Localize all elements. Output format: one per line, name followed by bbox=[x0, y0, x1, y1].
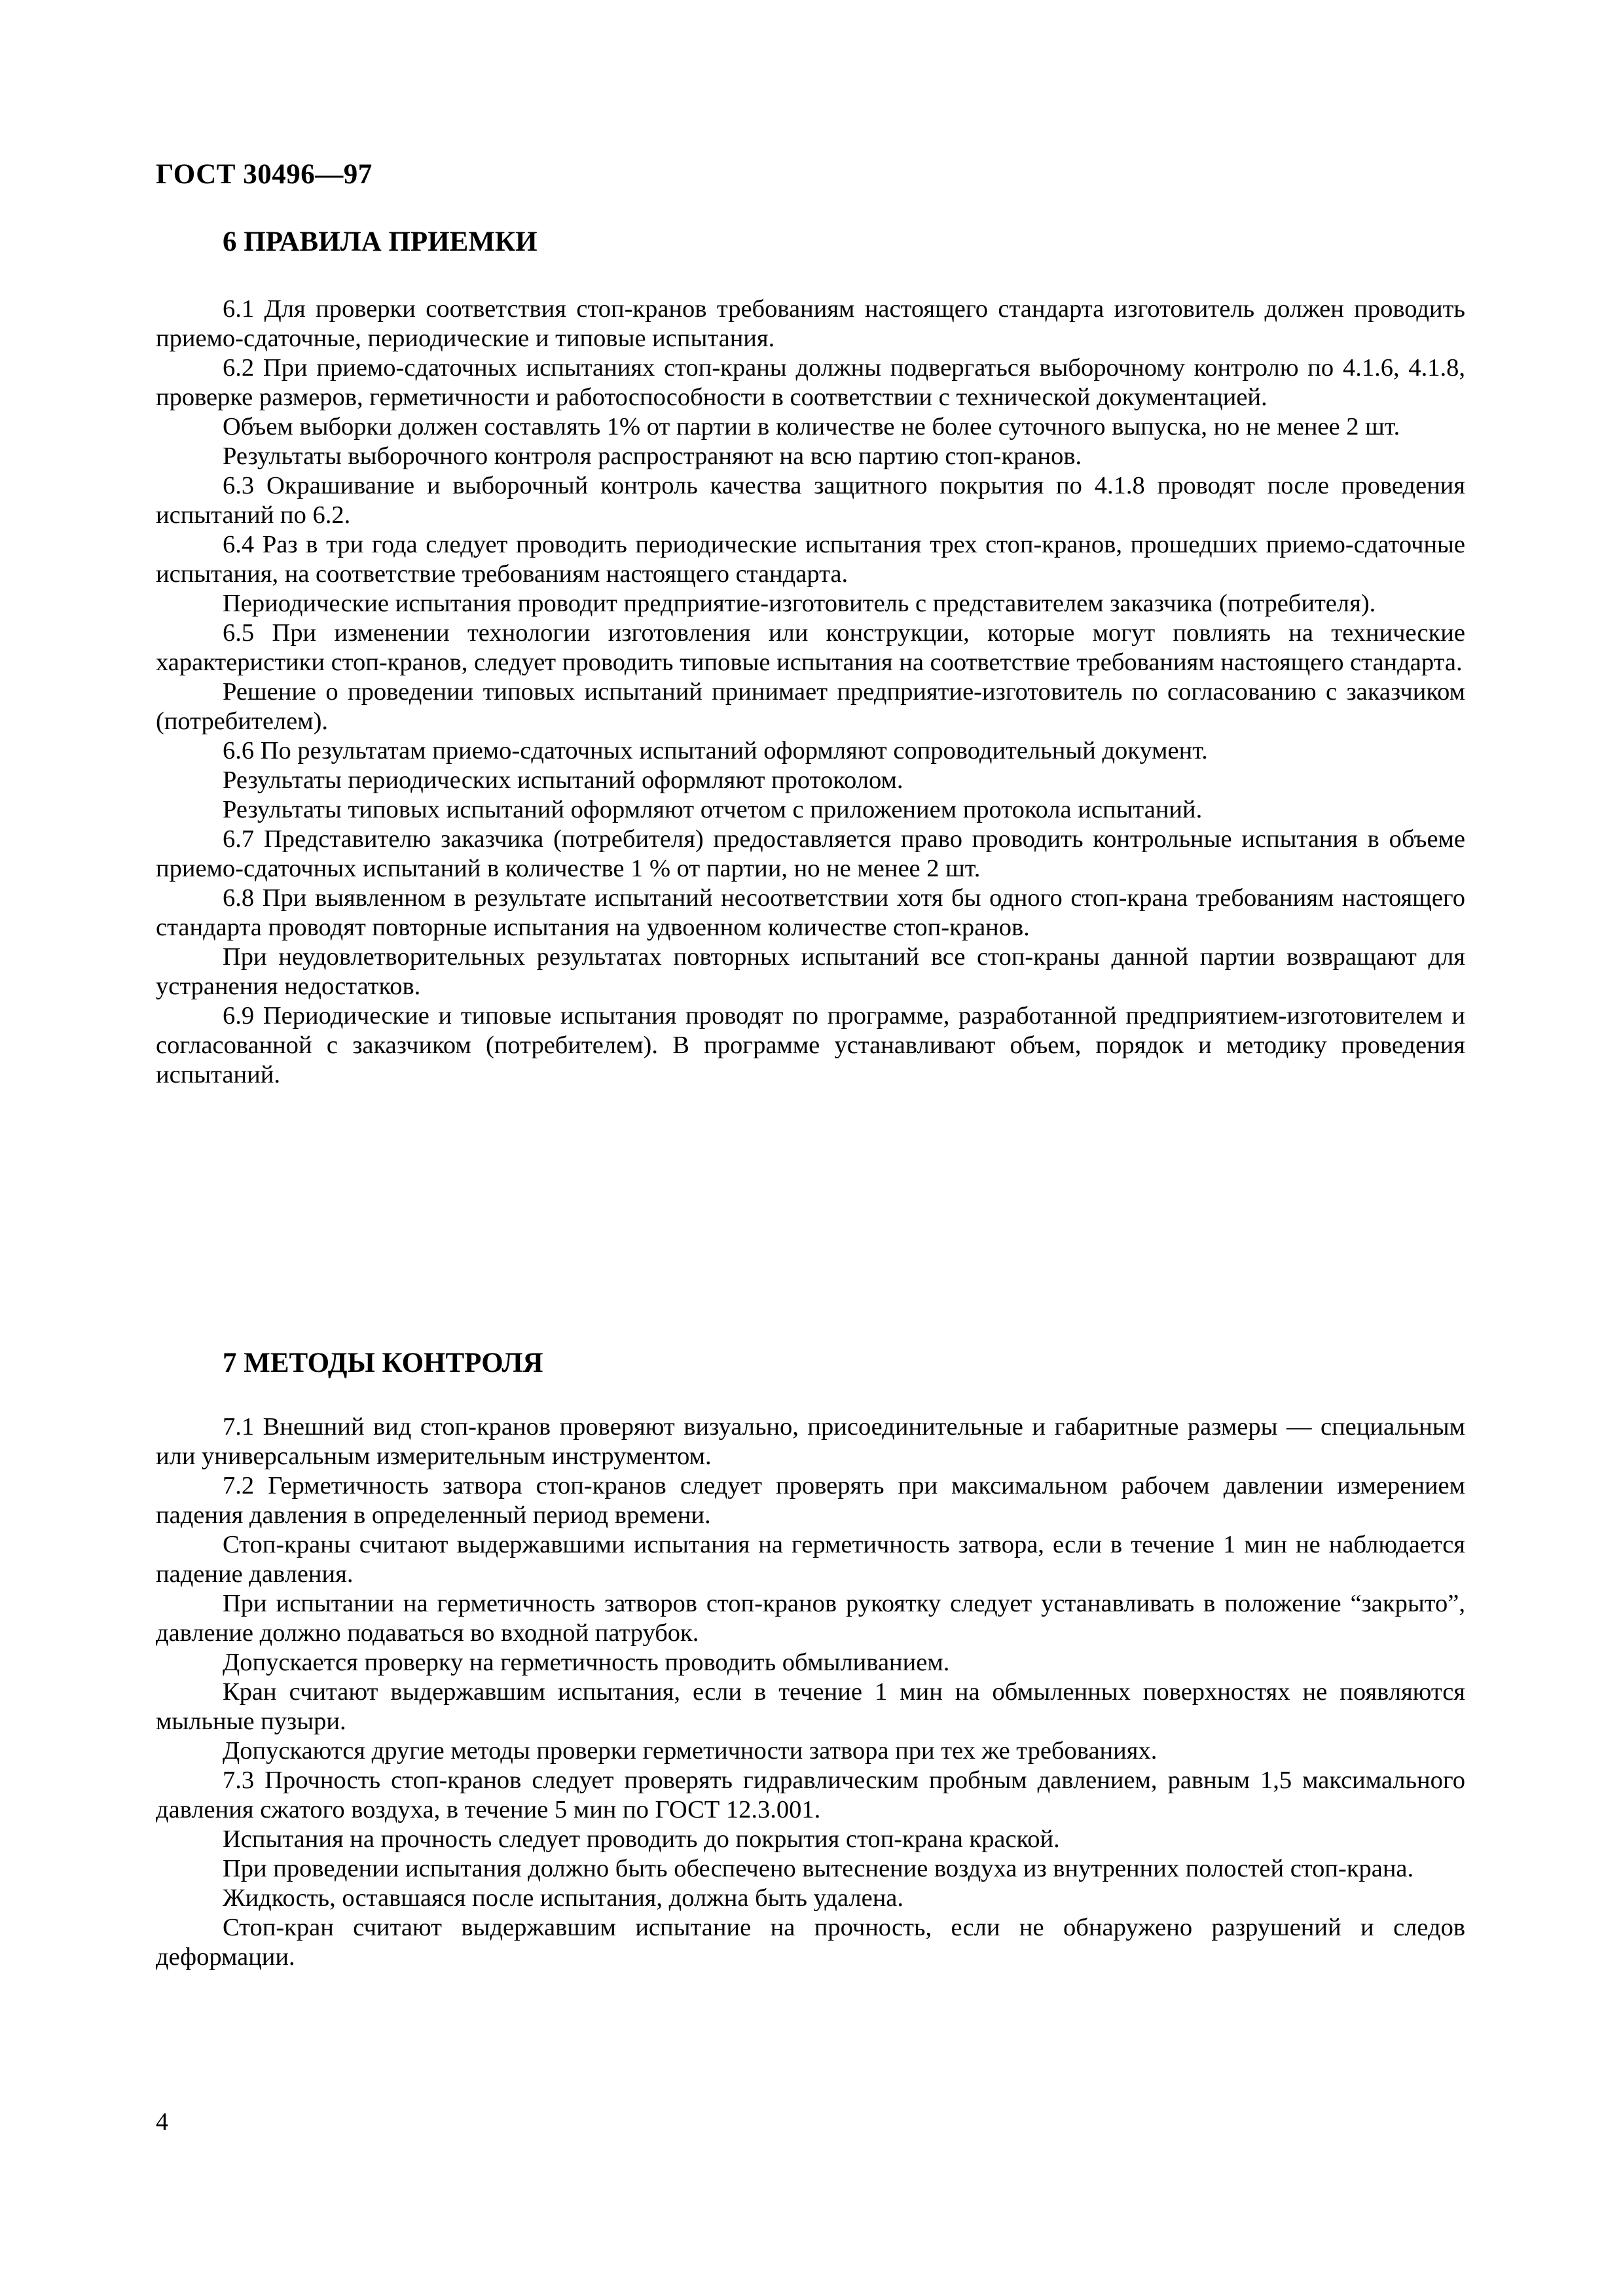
paragraph-6-2: 6.2 При приемо-сдаточных испытаниях стоп-краны должны подвергаться выборочному контролю по 4.1.6, 4.1.8, проверке размеров, герметичности и работоспособности в соответствии с технической документацией. bbox=[156, 354, 1465, 411]
paragraph: Допускается проверку на герметичность проводить обмыливанием. bbox=[223, 1649, 950, 1676]
page-number: 4 bbox=[156, 2108, 168, 2136]
paragraph: Испытания на прочность следует проводить до покрытия стоп-крана краской. bbox=[223, 1825, 1060, 1853]
paragraph: Результаты периодических испытаний оформляют протоколом. bbox=[223, 766, 903, 794]
paragraph-6-3: 6.3 Окрашивание и выборочный контроль качества защитного покрытия по 4.1.8 проводят после проведения испытаний по 6.2. bbox=[156, 472, 1465, 529]
paragraph: Результаты выборочного контроля распространяют на всю партию стоп-кранов. bbox=[223, 442, 1082, 470]
paragraph-7-1: 7.1 Внешний вид стоп-кранов проверяют визуально, присоединительные и габаритные размеры — специальным или универсальным измерительным инструментом. bbox=[156, 1413, 1465, 1470]
paragraph: При проведении испытания должно быть обеспечено вытеснение воздуха из внутренних полостей стоп-крана. bbox=[223, 1855, 1414, 1882]
paragraph-6-9: 6.9 Периодические и типовые испытания проводят по программе, разработанной предприятием-изготовителем и согласованной с заказчиком (потребителем). В программе устанавливают объем, порядок и методику проведения испытаний. bbox=[156, 1002, 1465, 1088]
paragraph: Решение о проведении типовых испытаний принимает предприятие-изготовитель по согласованию с заказчиком (потребителем). bbox=[156, 678, 1465, 735]
paragraph: Объем выборки должен составлять 1% от партии в количестве не более суточного выпуска, но не менее 2 шт. bbox=[223, 413, 1400, 440]
paragraph-7-3: 7.3 Прочность стоп-кранов следует проверять гидравлическим пробным давлением, равным 1,5 максимального давления сжатого воздуха, в течение 5 мин по ГОСТ 12.3.001. bbox=[156, 1767, 1465, 1823]
paragraph-6-7: 6.7 Представителю заказчика (потребителя) предоставляется право проводить контрольные испытания в объеме приемо-сдаточных испытаний в количестве 1 % от партии, но не менее 2 шт. bbox=[156, 825, 1465, 882]
section-6-title: 6 ПРАВИЛА ПРИЕМКИ bbox=[223, 226, 538, 257]
paragraph: Допускаются другие методы проверки герметичности затвора при тех же требованиях. bbox=[223, 1737, 1158, 1765]
paragraph: Результаты типовых испытаний оформляют отчетом с приложением протокола испытаний. bbox=[223, 796, 1203, 823]
section-7-body bbox=[156, 1412, 1465, 1972]
paragraph: Кран считают выдержавшим испытания, если в течение 1 мин на обмыленных поверхностях не появляются мыльные пузыри. bbox=[156, 1678, 1465, 1735]
paragraph-6-4: 6.4 Раз в три года следует проводить периодические испытания трех стоп-кранов, прошедших приемо-сдаточные испытания, на соответствие требованиям настоящего стандарта. bbox=[156, 531, 1465, 588]
paragraph: Стоп-кран считают выдержавшим испытание на прочность, если не обнаружено разрушений и следов деформации. bbox=[156, 1914, 1465, 1971]
standard-code-header: ГОСТ 30496—97 bbox=[156, 159, 373, 190]
paragraph-6-1: 6.1 Для проверки соответствия стоп-кранов требованиям настоящего стандарта изготовитель должен проводить приемо-сдаточные, периодические и типовые испытания. bbox=[156, 295, 1465, 352]
paragraph: Стоп-краны считают выдержавшими испытания на герметичность затвора, если в течение 1 мин не наблюдается падение давления. bbox=[156, 1531, 1465, 1588]
section-6-body bbox=[156, 295, 1465, 1090]
paragraph: Периодические испытания проводит предприятие-изготовитель с представителем заказчика (потребителя). bbox=[223, 590, 1376, 617]
paragraph: Жидкость, оставшаяся после испытания, должна быть удалена. bbox=[223, 1884, 904, 1912]
paragraph-6-6: 6.6 По результатам приемо-сдаточных испытаний оформляют сопроводительный документ. bbox=[223, 737, 1208, 764]
paragraph-6-5: 6.5 При изменении технологии изготовления или конструкции, которые могут повлиять на технические характеристики стоп-кранов, следует проводить типовые испытания на соответствие требованиям настоящего стандарта. bbox=[156, 619, 1465, 676]
section-7-title: 7 МЕТОДЫ КОНТРОЛЯ bbox=[223, 1348, 543, 1378]
paragraph-7-2: 7.2 Герметичность затвора стоп-кранов следует проверять при максимальном рабочем давлении измерением падения давления в определенный период времени. bbox=[156, 1472, 1465, 1529]
paragraph: При испытании на герметичность затворов стоп-кранов рукоятку следует устанавливать в положение “закрыто”, давление должно подаваться во входной патрубок. bbox=[156, 1590, 1465, 1647]
paragraph: При неудовлетворительных результатах повторных испытаний все стоп-краны данной партии возвращают для устранения недостатков. bbox=[156, 943, 1465, 1000]
paragraph-6-8: 6.8 При выявленном в результате испытаний несоответствии хотя бы одного стоп-крана требованиям настоящего стандарта проводят повторные испытания на удвоенном количестве стоп-кранов. bbox=[156, 884, 1465, 941]
